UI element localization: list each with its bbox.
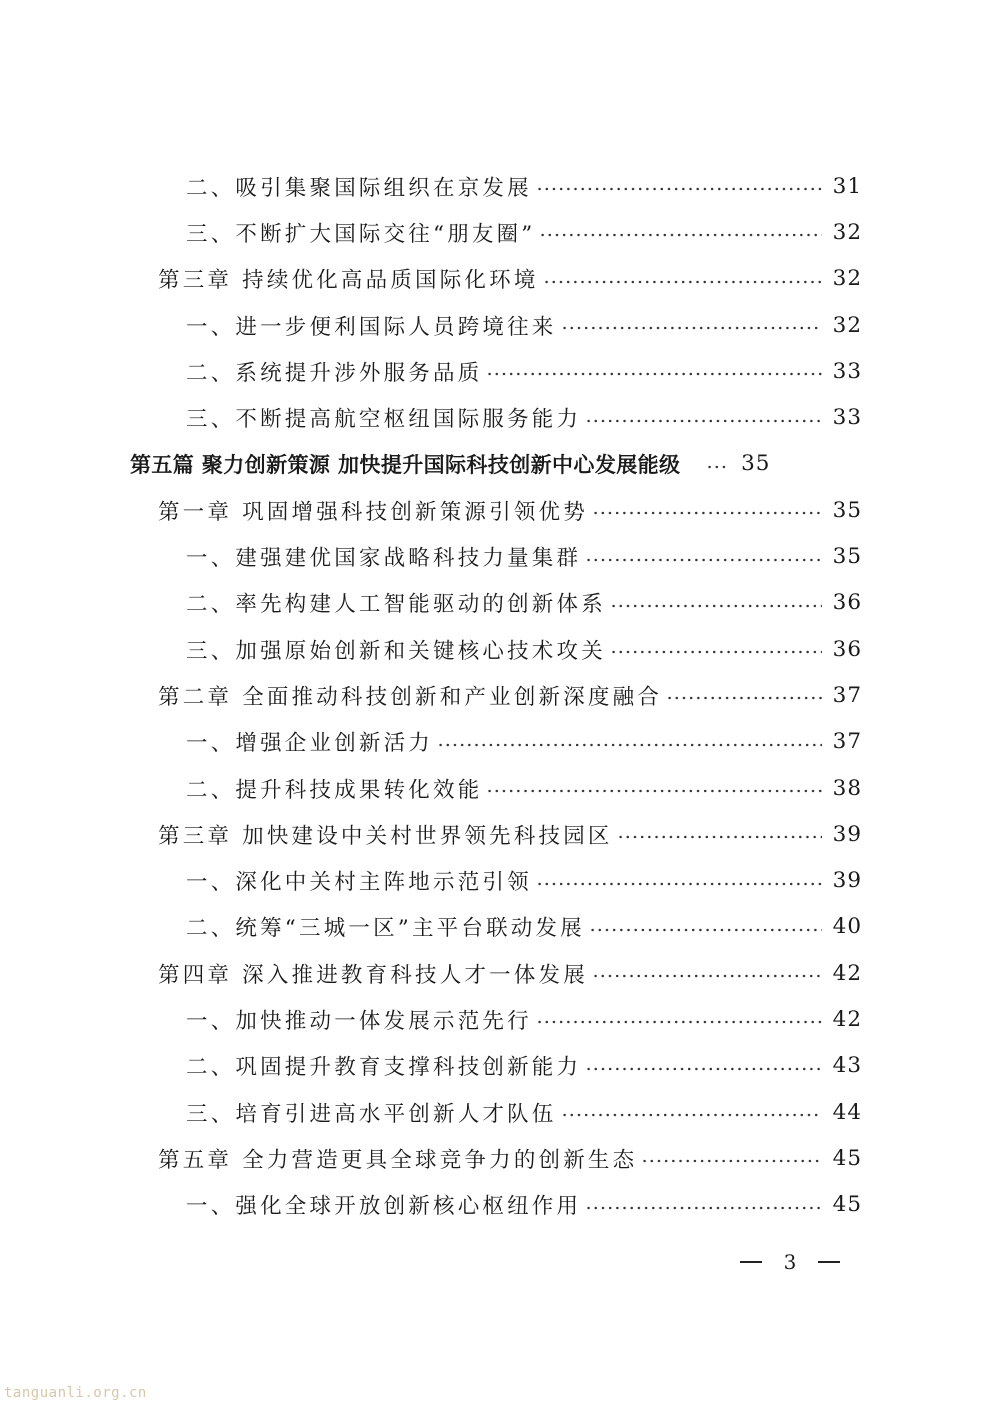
toc-entry-title: 第四章 深入推进教育科技人才一体发展 bbox=[158, 962, 588, 988]
dot-leader bbox=[486, 372, 822, 376]
toc-entry-title: 二、率先构建人工智能驱动的创新体系 bbox=[186, 592, 606, 618]
toc-entry-title: 三、不断扩大国际交往“朋友圈” bbox=[186, 221, 536, 247]
toc-entry-section[interactable] bbox=[0, 765, 992, 811]
dot-leader bbox=[592, 511, 822, 515]
toc-entry-page-number: 42 bbox=[832, 1006, 862, 1032]
toc-entry-chapter[interactable] bbox=[0, 672, 992, 718]
toc-entry-title: 一、深化中关村主阵地示范引领 bbox=[186, 870, 532, 896]
watermark: tanguanli.org.cn bbox=[4, 1385, 147, 1401]
toc-entry-title: 一、强化全球开放创新核心枢纽作用 bbox=[186, 1194, 582, 1220]
toc-entry-page-number: 38 bbox=[832, 775, 862, 801]
toc-entry-title: 二、统筹“三城一区”主平台联动发展 bbox=[186, 916, 585, 942]
dot-leader bbox=[536, 1020, 822, 1024]
toc-entry-page-number: 35 bbox=[741, 451, 771, 477]
toc-entry-section[interactable] bbox=[0, 348, 992, 394]
toc-entry-title: 一、建强建优国家战略科技力量集群 bbox=[186, 546, 582, 572]
toc-entry-title: 二、提升科技成果转化效能 bbox=[186, 777, 483, 803]
toc-entry-chapter[interactable] bbox=[0, 487, 992, 533]
toc-entry-section[interactable] bbox=[0, 580, 992, 626]
toc-entry-page-number: 37 bbox=[832, 682, 862, 708]
dot-leader bbox=[610, 604, 822, 608]
toc-entry-page-number: 36 bbox=[832, 636, 862, 662]
toc-entry-page-number: 32 bbox=[832, 219, 862, 245]
toc-entry-title: 一、进一步便利国际人员跨境往来 bbox=[186, 314, 557, 340]
toc-entry-title: 三、加强原始创新和关键核心技术攻关 bbox=[186, 638, 606, 664]
dot-leader bbox=[539, 233, 822, 237]
toc-entry-section[interactable] bbox=[0, 1043, 992, 1089]
toc-entry-page-number: 40 bbox=[832, 914, 862, 940]
toc-entry-page-number: 35 bbox=[832, 497, 862, 523]
page-number: 3 bbox=[783, 1250, 797, 1274]
dot-leader bbox=[561, 326, 822, 330]
toc-entry-page-number: 39 bbox=[832, 868, 862, 894]
toc-entry-chapter[interactable] bbox=[0, 811, 992, 857]
toc-entry-page-number: 32 bbox=[832, 266, 862, 292]
table-of-contents bbox=[0, 163, 992, 1228]
toc-entry-page-number: 43 bbox=[832, 1053, 862, 1079]
toc-entry-title: 二、吸引集聚国际组织在京发展 bbox=[186, 175, 532, 201]
footer-dash-right bbox=[818, 1261, 840, 1263]
toc-entry-page-number: 32 bbox=[832, 312, 862, 338]
dot-leader bbox=[536, 882, 822, 886]
toc-entry-section[interactable] bbox=[0, 904, 992, 950]
dot-leader bbox=[486, 789, 822, 793]
dot-leader bbox=[641, 1159, 822, 1163]
toc-entry-title: 第五章 全力营造更具全球竞争力的创新生态 bbox=[158, 1147, 638, 1173]
toc-entry-page-number: 33 bbox=[832, 405, 862, 431]
toc-entry-section[interactable] bbox=[0, 394, 992, 440]
toc-entry-section[interactable] bbox=[0, 996, 992, 1042]
dot-leader bbox=[543, 280, 822, 284]
toc-entry-page-number: 33 bbox=[832, 358, 862, 384]
toc-entry-section[interactable] bbox=[0, 533, 992, 579]
toc-entry-page-number: 45 bbox=[832, 1145, 862, 1171]
toc-entry-page-number: 37 bbox=[832, 729, 862, 755]
toc-entry-page-number: 35 bbox=[832, 544, 862, 570]
toc-entry-page-number: 42 bbox=[832, 960, 862, 986]
toc-entry-title: 二、系统提升涉外服务品质 bbox=[186, 360, 483, 386]
dot-leader bbox=[617, 835, 822, 839]
toc-entry-section[interactable] bbox=[0, 302, 992, 348]
toc-entry-page-number: 36 bbox=[832, 590, 862, 616]
toc-entry-title: 一、增强企业创新活力 bbox=[186, 731, 434, 757]
toc-entry-title: 第三章 持续优化高品质国际化环境 bbox=[158, 268, 539, 294]
dot-leader bbox=[592, 974, 822, 978]
toc-entry-section[interactable] bbox=[0, 163, 992, 209]
toc-entry-chapter[interactable] bbox=[0, 256, 992, 302]
dot-leader bbox=[437, 743, 822, 747]
toc-entry-title: 二、巩固提升教育支撑科技创新能力 bbox=[186, 1055, 582, 1081]
toc-entry-title: 三、不断提高航空枢纽国际服务能力 bbox=[186, 407, 582, 433]
toc-entry-page-number: 45 bbox=[832, 1192, 862, 1218]
toc-entry-page-number: 31 bbox=[832, 173, 862, 199]
toc-entry-section[interactable] bbox=[0, 1182, 992, 1228]
toc-entry-title: 第五篇 聚力创新策源 加快提升国际科技创新中心发展能级 bbox=[130, 452, 681, 477]
toc-entry-title: 第一章 巩固增强科技创新策源引领优势 bbox=[158, 499, 588, 525]
dot-leader bbox=[589, 928, 822, 932]
dot-leader bbox=[585, 419, 822, 423]
toc-entry-section[interactable] bbox=[0, 857, 992, 903]
toc-entry-section[interactable] bbox=[0, 1089, 992, 1135]
toc-entry-chapter[interactable] bbox=[0, 950, 992, 996]
toc-entry-section[interactable] bbox=[0, 209, 992, 255]
toc-entry-title: 一、加快推动一体发展示范先行 bbox=[186, 1008, 532, 1034]
dot-leader bbox=[706, 465, 728, 469]
dot-leader bbox=[666, 696, 822, 700]
dot-leader bbox=[585, 558, 822, 562]
dot-leader bbox=[610, 650, 822, 654]
toc-entry-title: 第二章 全面推动科技创新和产业创新深度融合 bbox=[158, 684, 663, 710]
dot-leader bbox=[585, 1206, 822, 1210]
dot-leader bbox=[585, 1067, 822, 1071]
toc-entry-section[interactable] bbox=[0, 719, 992, 765]
toc-entry-page-number: 39 bbox=[832, 821, 862, 847]
toc-entry-page-number: 44 bbox=[832, 1099, 862, 1125]
toc-entry-chapter[interactable] bbox=[0, 1135, 992, 1181]
toc-entry-title: 第三章 加快建设中关村世界领先科技园区 bbox=[158, 823, 613, 849]
toc-entry-part[interactable] bbox=[0, 441, 992, 487]
page-footer bbox=[740, 1250, 840, 1274]
footer-dash-left bbox=[740, 1261, 762, 1263]
toc-entry-section[interactable] bbox=[0, 626, 992, 672]
dot-leader bbox=[561, 1113, 822, 1117]
toc-entry-title: 三、培育引进高水平创新人才队伍 bbox=[186, 1101, 557, 1127]
dot-leader bbox=[536, 187, 822, 191]
